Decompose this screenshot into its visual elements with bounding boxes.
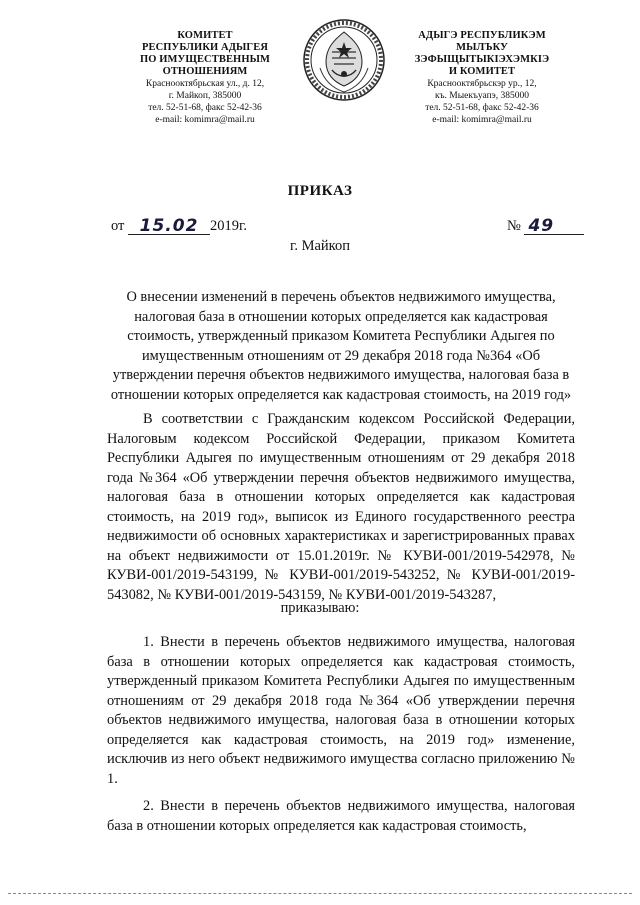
document-date — [111, 216, 247, 235]
order-item-2: 2. Внести в перечень объектов недвижимого имущества, налоговая база в отношении которых определяется как кадастровая стоимость, — [107, 798, 575, 834]
date-prefix: от — [111, 218, 125, 234]
document-title: ПРИКАЗ — [287, 183, 353, 199]
handwritten-date: 15.02 — [139, 216, 199, 236]
org-name-line: И КОМИТЕТ — [448, 66, 516, 77]
org-phone: тел. 52-51-68, факс 52-42-36 — [425, 103, 539, 113]
org-name-line: МЫЛЪКУ ЗЭФЫЩЫТЫКІЭХЭМКІЭ — [414, 42, 550, 65]
org-city: къ. Мыекъуапэ, 385000 — [435, 91, 529, 101]
order-item-1: 1. Внести в перечень объектов недвижимого имущества, налоговая база в отношении которых определяется как кадастровая стоимость, утвержденный приказом Комитета Республики Адыгея по имущественным отношениям от 29 декабря 2018 года №364 «Об утверждении перечня объектов недвижимого имущества, налоговая база в отношении которых определяется как кадастровая стоимость, на 2019 год» изменение, исключив из него объект недвижимого имущества согласно приложению № 1. — [107, 634, 575, 787]
header-left-org — [100, 30, 310, 126]
org-email: e-mail: komimra@mail.ru — [432, 115, 532, 125]
org-name-line: КОМИТЕТ — [177, 30, 233, 41]
document-subject: О внесении изменений в перечень объектов недвижимого имущества, налоговая база в отношении которых определяется как кадастровая стоимость, утвержденный приказом Комитета Республики Адыгея по имущественным отношениям от 29 декабря 2018 года №364 «Об утверждении перечня объектов недвижимого имущества, налоговая база в отношении которых определяется как кадастровая стоимость, на 2019 год» — [110, 289, 572, 403]
org-name-line: РЕСПУБЛИКИ АДЫГЕЯ — [141, 42, 269, 53]
org-name-line: АДЫГЭ РЕСПУБЛИКЭМ — [418, 30, 546, 41]
order-word: приказываю: — [280, 600, 360, 616]
org-email: e-mail: komimra@mail.ru — [155, 115, 255, 125]
header-right-org — [392, 30, 572, 126]
date-field — [128, 216, 210, 235]
number-prefix: № — [507, 218, 521, 234]
handwritten-number: 49 — [528, 216, 555, 236]
org-address: Краснооктябрьскэр ур., 12, — [427, 79, 537, 89]
preamble-paragraph: В соответствии с Гражданским кодексом Российской Федерации, Налоговым кодексом Российской Федерации, приказом Комитета Республики Адыгея по имущественным отношениям от 29 декабря 2018 года №364 «Об утверждении перечня объектов недвижимого имущества, налоговая база в отношении которых определяется как кадастровая стоимость, на 2019 год», выписок из Единого государственного реестра недвижимости об основных характеристиках и зарегистрированных правах на объект недвижимости от 15.01.2019г. № КУВИ-001/2019-542978, № КУВИ-001/2019-543199, № КУВИ-001/2019-543252, № КУВИ-001/2019-543082, № КУВИ-001/2019-543159, № КУВИ-001/2019-543287, — [107, 411, 575, 603]
number-field — [524, 216, 584, 235]
org-name-line: ПО ИМУЩЕСТВЕННЫМ ОТНОШЕНИЯМ — [139, 54, 271, 77]
document-city: г. Майкоп — [290, 238, 350, 254]
org-address: Краснооктябрьская ул., д. 12, — [145, 79, 265, 89]
org-phone: тел. 52-51-68, факс 52-42-36 — [148, 103, 262, 113]
document-number — [507, 216, 584, 235]
page-bottom-rule — [8, 893, 632, 894]
date-suffix: 2019г. — [210, 218, 247, 234]
coat-of-arms-icon — [302, 18, 386, 102]
org-city: г. Майкоп, 385000 — [168, 91, 242, 101]
